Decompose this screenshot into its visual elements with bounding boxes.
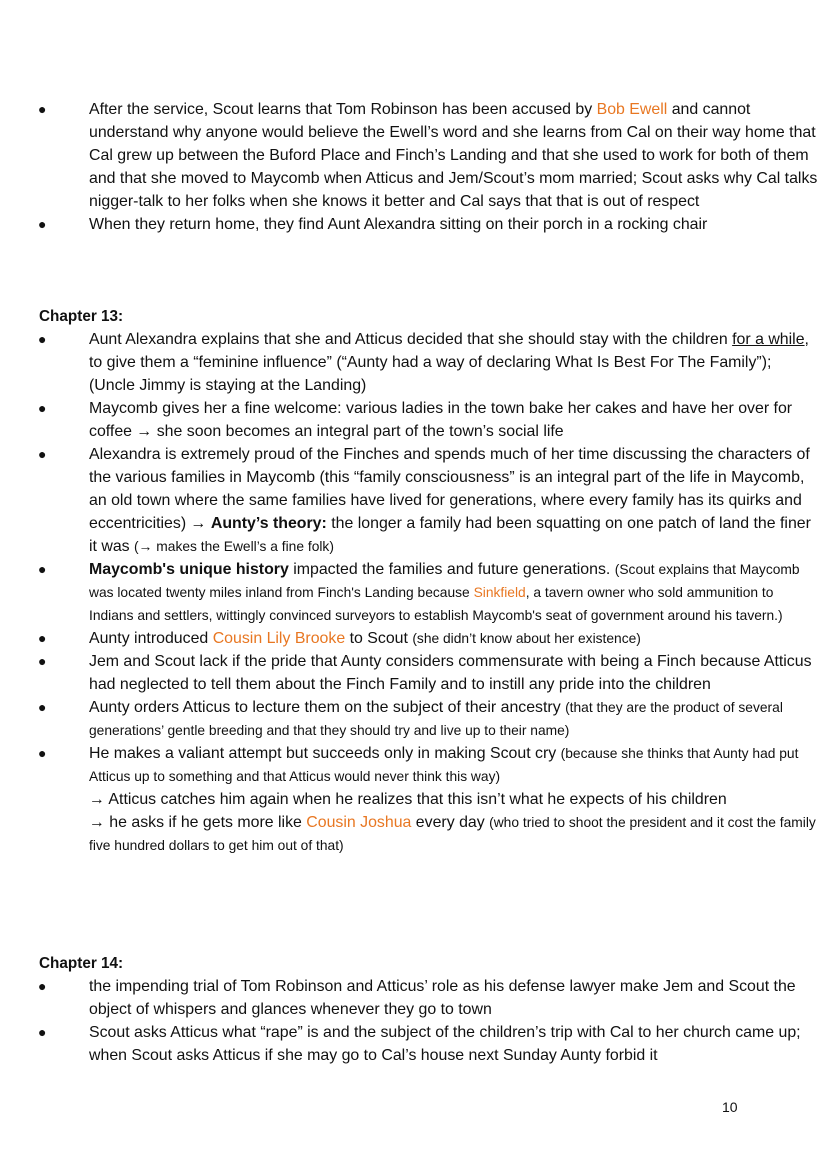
chapter-14-list (0, 975, 820, 1067)
list-item: ● After the service, Scout learns that Tom Robinson has been accused by Bob Ewell and cannot understand why anyone would believe the Ewell’s word and she learns from Cal on their way home that Cal grew up between the Buford Place and Finch’s Landing and that she used to work for both of them and that she moved to Maycomb when Atticus and Jem/Scout’s mom married; Scout asks why Cal talks nigger-talk to her folks when she knows it better and Cal says that that is out of respect (0, 98, 820, 213)
character-name: Sinkfield (473, 585, 526, 600)
bullet-icon: ● (38, 561, 47, 577)
list-item: ● Aunty introduced Cousin Lily Brooke to Scout (she didn’t know about her existence) (0, 627, 820, 650)
continuation-line: → Atticus catches him again when he realizes that this isn’t what he expects of his children (89, 791, 727, 808)
page-number: 10 (722, 1099, 738, 1115)
bullet-icon: ● (38, 630, 47, 646)
chapter-13-list (0, 328, 820, 857)
list-item: ● Maycomb gives her a fine welcome: various ladies in the town bake her cakes and have her over for coffee → she soon becomes an integral part of the town’s social life (0, 397, 820, 443)
list-item: ● the impending trial of Tom Robinson and Atticus’ role as his defense lawyer make Jem and Scout the object of whispers and glances whenever they go to town (0, 975, 820, 1021)
chapter-13-heading: Chapter 13: (39, 308, 124, 325)
bullet-icon: ● (38, 699, 47, 715)
chapter-14-heading: Chapter 14: (39, 955, 124, 972)
list-item: ● Aunt Alexandra explains that she and Atticus decided that she should stay with the children for a while, to give them a “feminine influence” (“Aunty had a way of declaring What Is Best For The Family”); (Uncle Jimmy is staying at the Landing) (0, 328, 820, 397)
character-name: Cousin Joshua (306, 814, 412, 831)
bullet-icon: ● (38, 331, 47, 347)
bullet-icon: ● (38, 1024, 47, 1040)
bullet-icon: ● (38, 653, 47, 669)
bullet-icon: ● (38, 446, 47, 462)
list-item: ● Scout asks Atticus what “rape” is and the subject of the children’s trip with Cal to her church came up; when Scout asks Atticus if she may go to Cal’s house next Sunday Aunty forbid it (0, 1021, 820, 1067)
list-item: ● Alexandra is extremely proud of the Finches and spends much of her time discussing the characters of the various families in Maycomb (this “family consciousness” is an integral part of the life in Maycomb, an old town where the same families have lived for generations, where every family has its quirks and eccentricities) → Aunty’s theory: the longer a family had been squatting on one patch of land the finer it was (→ makes the Ewell’s a fine folk) (0, 443, 820, 558)
list-item: ● When they return home, they find Aunt Alexandra sitting on their porch in a rocking chair (0, 213, 820, 236)
list-item: ● Jem and Scout lack if the pride that Aunty considers commensurate with being a Finch because Atticus had neglected to tell them about the Finch Family and to instill any pride into the children (0, 650, 820, 696)
character-name: Bob Ewell (596, 101, 668, 118)
character-name: Cousin Lily Brooke (212, 630, 346, 647)
list-item: ● Maycomb's unique history impacted the families and future generations. (Scout explains that Maycomb was located twenty miles inland from Finch's Landing because Sinkfield, a tavern owner who sold ammunition to Indians and settlers, wittingly convinced surveyors to establish Maycomb's seat of government around his tavern.) (0, 558, 820, 627)
bullet-icon: ● (38, 400, 47, 416)
bullet-icon: ● (38, 216, 47, 232)
bullet-icon: ● (38, 745, 47, 761)
list-item: ● Aunty orders Atticus to lecture them on the subject of their ancestry (that they are the product of several generations’ gentle breeding and that they should try and live up to their name) (0, 696, 820, 742)
bullet-icon: ● (38, 978, 47, 994)
intro-section (0, 98, 820, 236)
bullet-icon: ● (38, 101, 47, 117)
list-item: ● He makes a valiant attempt but succeeds only in making Scout cry (because she thinks that Aunty had put Atticus up to something and that Atticus would never think this way) (0, 742, 820, 788)
continuation-line: → he asks if he gets more like Cousin Joshua every day (who tried to shoot the president and it cost the family five hundred dollars to get him out of that) (89, 814, 816, 853)
